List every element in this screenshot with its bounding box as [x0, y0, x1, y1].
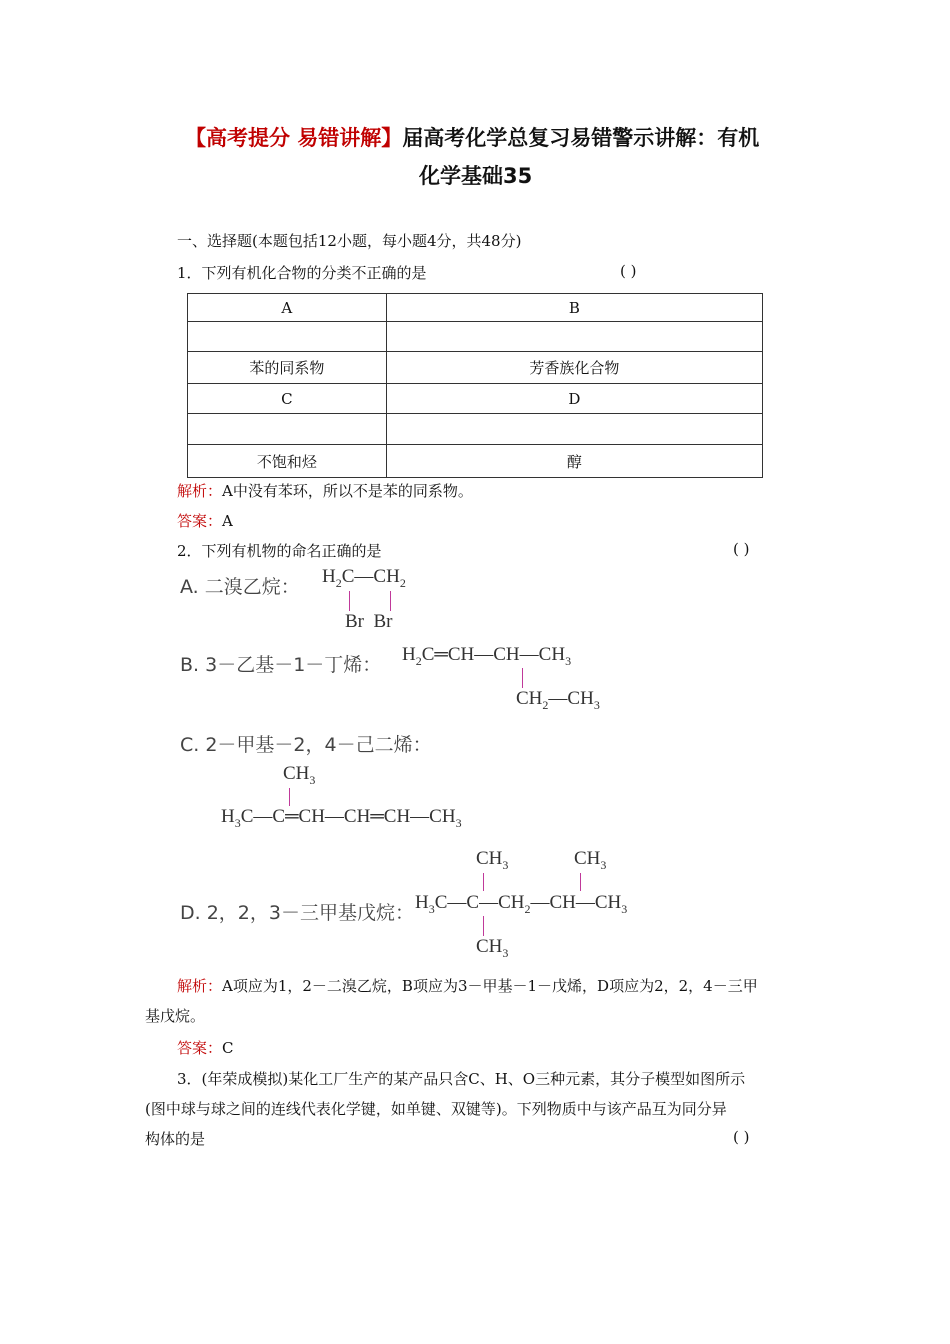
- bond-line: [289, 788, 290, 806]
- table-cell: A: [188, 294, 387, 322]
- q2-option-c: C. 2－甲基－2，4－己二烯：: [180, 734, 432, 756]
- q2-stem: 2．下列有机物的命名正确的是: [177, 542, 382, 560]
- page-title: 【高考提分 易错讲解】届高考化学总复习易错警示讲解：有机: [185, 126, 760, 150]
- table-cell-structure: [188, 414, 387, 445]
- bond-line: [522, 668, 523, 688]
- bond-line: [483, 873, 484, 891]
- formula-b-main: $H_2C═CH—CH—CH_3$: [402, 644, 572, 668]
- formula-d-branch-top2: $CH_3$: [574, 848, 607, 872]
- table-cell-structure: [386, 414, 762, 445]
- formula-d-branch-bottom: $CH_3$: [476, 936, 509, 960]
- formula-a-br: Br Br: [345, 611, 393, 632]
- q3-answer-bracket: ( ): [733, 1128, 750, 1146]
- formula-d-main: $H_3C—C—CH_2—CH—CH_3$: [415, 892, 628, 916]
- page-title-line2: 化学基础35: [419, 164, 533, 188]
- q3-stem-line2: (图中球与球之间的连线代表化学键，如单键、双键等)。下列物质中与该产品互为同分异: [145, 1100, 727, 1118]
- q1-analysis: 解析：A中没有苯环，所以不是苯的同系物。: [177, 482, 473, 500]
- q1-stem: 1．下列有机化合物的分类不正确的是: [177, 264, 427, 282]
- q2-option-d: D. 2，2，3－三甲基戊烷：: [180, 902, 414, 924]
- formula-c-main: $H_3C—C═CH—CH═CH—CH_3$: [221, 806, 462, 830]
- q2-answer-bracket: ( ): [733, 540, 750, 558]
- formula-b-branch: $CH_2—CH_3$: [516, 688, 600, 712]
- bond-line: [580, 873, 581, 891]
- q3-stem-line3: 构体的是: [145, 1130, 206, 1148]
- q2-answer: 答案：C: [177, 1039, 234, 1057]
- q2-analysis: 解析：A项应为1，2－二溴乙烷，B项应为3－甲基－1－戊烯，D项应为2，2，4－三甲: [177, 977, 758, 995]
- table-cell: D: [386, 384, 762, 414]
- bond-line: [483, 916, 484, 936]
- formula-c-branch: $CH_3$: [283, 763, 316, 787]
- bond-line: [390, 591, 391, 611]
- table-cell: 醇: [386, 445, 762, 478]
- table-cell: 苯的同系物: [188, 352, 387, 384]
- q2-option-b: B. 3－乙基－1－丁烯：: [180, 654, 382, 676]
- table-cell: C: [188, 384, 387, 414]
- q1-table: [187, 293, 763, 478]
- formula-d-branch-top1: $CH_3$: [476, 848, 509, 872]
- table-cell-structure: [386, 322, 762, 352]
- bond-line: [349, 591, 350, 611]
- formula-a-main: $H_2C—CH_2$: [322, 566, 406, 590]
- q2-analysis-cont: 基戊烷。: [145, 1007, 206, 1025]
- q1-answer: 答案：A: [177, 512, 233, 530]
- section-header: 一、选择题(本题包括12小题，每小题4分，共48分): [177, 232, 522, 250]
- q3-stem-line1: 3．(年荣成模拟)某化工厂生产的某产品只含C、H、O三种元素，其分子模型如图所示: [177, 1070, 746, 1088]
- q2-option-a: A. 二溴乙烷：: [180, 576, 300, 598]
- table-cell: B: [386, 294, 762, 322]
- table-cell-structure: [188, 322, 387, 352]
- table-cell: 芳香族化合物: [386, 352, 762, 384]
- q1-answer-bracket: ( ): [620, 262, 637, 280]
- table-cell: 不饱和烃: [188, 445, 387, 478]
